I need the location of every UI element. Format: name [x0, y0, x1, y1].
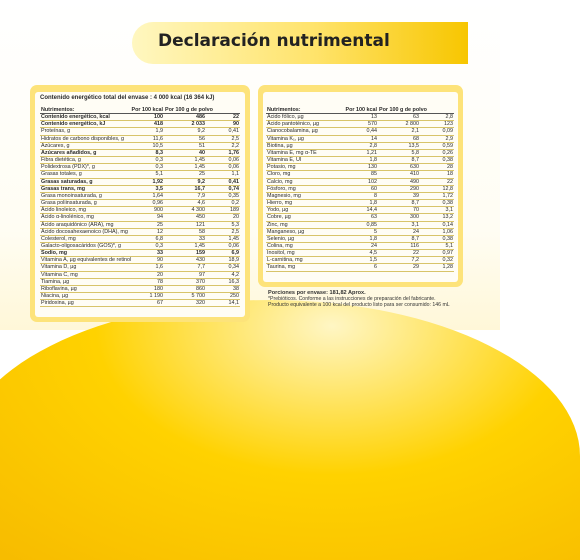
- nutrient-name-cell: Fósforo, mg: [266, 185, 344, 192]
- table-row: [266, 242, 454, 249]
- nutrient-name-cell: Ácido araquidónico (ARA), mg: [40, 221, 130, 228]
- nutrient-value-cell: 16,3: [206, 278, 240, 285]
- table-row: [40, 264, 240, 271]
- nutrient-name-cell: Ácido pantoténico, µg: [266, 121, 344, 128]
- nutrient-value-cell: 5: [344, 228, 378, 235]
- nutrient-value-cell: 24: [344, 242, 378, 249]
- nutrient-value-cell: 67: [130, 300, 164, 307]
- nutrient-value-cell: 1,8: [344, 235, 378, 242]
- nutrient-value-cell: 1,9: [130, 128, 164, 135]
- nutrient-value-cell: 0,34: [206, 264, 240, 271]
- nutrient-value-cell: 1,76: [206, 149, 240, 156]
- nutrient-value-cell: 18: [420, 171, 454, 178]
- nutrient-value-cell: 1,28: [420, 264, 454, 271]
- nutrient-value-cell: 570: [344, 121, 378, 128]
- nutrient-value-cell: 2,5: [206, 135, 240, 142]
- nutrient-value-cell: 39: [378, 192, 420, 199]
- nutrient-value-cell: 22: [420, 178, 454, 185]
- yellow-swoosh-decoration: [0, 300, 580, 560]
- nutrient-value-cell: 13: [344, 114, 378, 121]
- nutrient-value-cell: 1,45: [164, 242, 206, 249]
- nutrient-value-cell: 13,5: [378, 142, 420, 149]
- table-header-cell: Por 100 kcal: [131, 107, 163, 113]
- nutrient-name-cell: Inositol, mg: [266, 250, 344, 257]
- nutrient-name-cell: Vitamina E, UI: [266, 157, 344, 164]
- table-header-cell: Nutrimentos:: [40, 107, 130, 114]
- nutrient-value-cell: 0,2: [206, 200, 240, 207]
- nutrient-value-cell: 0,41: [206, 178, 240, 185]
- nutrient-value-cell: 8,7: [378, 200, 420, 207]
- nutrient-name-cell: Selenio, µg: [266, 235, 344, 242]
- table-row: [40, 278, 240, 285]
- nutrient-value-cell: 25: [130, 221, 164, 228]
- nutrient-value-cell: 2,1: [378, 128, 420, 135]
- nutrition-table-right: [266, 107, 454, 272]
- table-row: [40, 149, 240, 156]
- table-row: [266, 171, 454, 178]
- nutrient-value-cell: 1,1: [206, 171, 240, 178]
- nutrient-value-cell: 0,14: [420, 221, 454, 228]
- table-row: [266, 221, 454, 228]
- nutrient-name-cell: Vitamina C, mg: [40, 271, 130, 278]
- table-row: [266, 142, 454, 149]
- nutrient-value-cell: 1,5: [344, 257, 378, 264]
- nutrient-value-cell: 418: [130, 121, 164, 128]
- nutrient-value-cell: 2,8: [344, 142, 378, 149]
- nutrient-name-cell: Colesterol, mg: [40, 235, 130, 242]
- nutrient-name-cell: Polidextrosa (PDX)*, g: [40, 164, 130, 171]
- nutrient-value-cell: 33: [130, 250, 164, 257]
- table-row: [40, 142, 240, 149]
- nutrient-value-cell: 2 800: [378, 121, 420, 128]
- nutrient-value-cell: 1,64: [130, 192, 164, 199]
- nutrient-value-cell: 130: [344, 164, 378, 171]
- nutrient-value-cell: 4 300: [164, 207, 206, 214]
- table-row: [40, 157, 240, 164]
- nutrient-name-cell: Hierro, mg: [266, 200, 344, 207]
- nutrient-value-cell: 121: [164, 221, 206, 228]
- nutrient-value-cell: 1 190: [130, 293, 164, 300]
- nutrient-value-cell: 68: [378, 135, 420, 142]
- nutrient-name-cell: Hidratos de carbono disponibles, g: [40, 135, 130, 142]
- nutrient-name-cell: Ácido fólico, µg: [266, 114, 344, 121]
- nutrient-value-cell: 2,8: [420, 114, 454, 121]
- table-row: [40, 185, 240, 192]
- nutrient-value-cell: 250: [206, 293, 240, 300]
- nutrient-value-cell: 0,38: [420, 200, 454, 207]
- nutrient-value-cell: 159: [164, 250, 206, 257]
- table-row: [40, 293, 240, 300]
- nutrient-value-cell: 13,2: [420, 214, 454, 221]
- nutrient-name-cell: Zinc, mg: [266, 221, 344, 228]
- nutrient-value-cell: 33: [164, 235, 206, 242]
- nutrient-value-cell: 1,06: [420, 228, 454, 235]
- nutrient-value-cell: 7,9: [164, 192, 206, 199]
- table-row: [266, 235, 454, 242]
- table-header-cell: Por 100 g de polvo: [379, 107, 427, 113]
- table-row: [266, 114, 454, 121]
- nutrient-value-cell: 0,35: [206, 192, 240, 199]
- table-row: [266, 121, 454, 128]
- nutrient-value-cell: 0,3: [130, 157, 164, 164]
- nutrient-value-cell: 20: [206, 214, 240, 221]
- table-row: [266, 128, 454, 135]
- nutrient-name-cell: Vitamina D, µg: [40, 264, 130, 271]
- nutrient-value-cell: 1,45: [164, 157, 206, 164]
- nutrient-name-cell: Calcio, mg: [266, 178, 344, 185]
- table-row: [266, 135, 454, 142]
- table-row: [266, 257, 454, 264]
- nutrient-value-cell: 14,4: [344, 207, 378, 214]
- nutrient-value-cell: 2,9: [420, 135, 454, 142]
- nutrient-name-cell: Contenido energético, kJ: [40, 121, 130, 128]
- nutrient-value-cell: 1,72: [420, 192, 454, 199]
- nutrient-value-cell: 16,7: [164, 185, 206, 192]
- nutrient-value-cell: 56: [164, 135, 206, 142]
- nutrient-name-cell: Azúcares, g: [40, 142, 130, 149]
- nutrient-name-cell: Manganeso, µg: [266, 228, 344, 235]
- nutrient-name-cell: Tiamina, µg: [40, 278, 130, 285]
- table-row: [266, 149, 454, 156]
- nutrient-name-cell: Ácido linoleico, mg: [40, 207, 130, 214]
- nutrient-value-cell: 9,2: [164, 178, 206, 185]
- nutrient-name-cell: Grasas saturadas, g: [40, 178, 130, 185]
- nutrient-value-cell: 2,5: [206, 228, 240, 235]
- nutrient-value-cell: 4,6: [164, 200, 206, 207]
- nutrient-value-cell: 0,06: [206, 164, 240, 171]
- nutrient-value-cell: 6,8: [130, 235, 164, 242]
- nutrient-value-cell: 490: [378, 178, 420, 185]
- table-row: [40, 214, 240, 221]
- nutrient-value-cell: 0,3: [130, 242, 164, 249]
- nutrient-value-cell: 116: [378, 242, 420, 249]
- nutrient-name-cell: Galacto-oligosacáridos (GOS)*, g: [40, 242, 130, 249]
- nutrient-value-cell: 14,1: [206, 300, 240, 307]
- nutrient-name-cell: Niacina, µg: [40, 293, 130, 300]
- nutrient-value-cell: 0,97: [420, 250, 454, 257]
- table-row: [40, 200, 240, 207]
- nutrient-value-cell: 4,5: [344, 250, 378, 257]
- nutrient-value-cell: 6: [344, 264, 378, 271]
- nutrient-value-cell: 1,8: [344, 200, 378, 207]
- table-row: [40, 242, 240, 249]
- nutrient-value-cell: 486: [164, 114, 206, 121]
- table-row: [266, 164, 454, 171]
- nutrient-value-cell: 22: [378, 250, 420, 257]
- nutrient-value-cell: 8,3: [130, 149, 164, 156]
- table-header-cell: Nutrimentos:: [266, 107, 344, 114]
- table-row: [266, 185, 454, 192]
- nutrient-value-cell: 14: [344, 135, 378, 142]
- nutrient-value-cell: 63: [378, 114, 420, 121]
- nutrient-value-cell: 3,1: [420, 207, 454, 214]
- nutrient-name-cell: Potasio, mg: [266, 164, 344, 171]
- nutrient-value-cell: 90: [206, 121, 240, 128]
- table-row: [40, 257, 240, 264]
- nutrient-value-cell: 3,5: [130, 185, 164, 192]
- nutrient-name-cell: Vitamina A, µg equivalentes de retinol: [41, 257, 132, 264]
- nutrient-value-cell: 0,96: [130, 200, 164, 207]
- nutrient-value-cell: 0,38: [420, 235, 454, 242]
- nutrient-value-cell: 1,6: [130, 264, 164, 271]
- nutrient-name-cell: Grasas totales, g: [40, 171, 130, 178]
- nutrient-value-cell: 1,92: [130, 178, 164, 185]
- nutrient-name-cell: Contenido energético, kcal: [40, 114, 130, 121]
- table-header-row: [40, 107, 240, 114]
- nutrient-value-cell: 63: [344, 214, 378, 221]
- table-row: [40, 207, 240, 214]
- nutrient-value-cell: 2 033: [164, 121, 206, 128]
- nutrient-name-cell: Grasas trans, mg: [40, 185, 130, 192]
- nutrient-value-cell: 0,59: [420, 142, 454, 149]
- nutrient-value-cell: 7,7: [164, 264, 206, 271]
- table-row: [40, 171, 240, 178]
- nutrient-value-cell: 94: [130, 214, 164, 221]
- nutrient-value-cell: 180: [130, 285, 164, 292]
- nutrient-value-cell: 4,2: [206, 271, 240, 278]
- nutrient-name-cell: Taurina, mg: [266, 264, 344, 271]
- nutrient-value-cell: 5,1: [130, 171, 164, 178]
- nutrient-name-cell: Piridoxina, µg: [40, 300, 130, 307]
- nutrient-value-cell: 300: [378, 214, 420, 221]
- table-row: [266, 250, 454, 257]
- nutrient-value-cell: 20: [130, 271, 164, 278]
- nutrient-value-cell: 12: [130, 228, 164, 235]
- nutrient-value-cell: 630: [378, 164, 420, 171]
- nutrient-value-cell: 18,9: [206, 257, 240, 264]
- energy-total-text: Contenido energético total del envase : 4 000 kcal (16 364 kJ): [40, 95, 215, 101]
- nutrient-name-cell: Ácido docosahexaenoico (DHA), mg: [40, 228, 130, 235]
- nutrient-value-cell: 60: [344, 185, 378, 192]
- nutrient-name-cell: Sodio, mg: [40, 250, 130, 257]
- table-row: [266, 228, 454, 235]
- nutrient-name-cell: Yodo, µg: [266, 207, 344, 214]
- nutrient-value-cell: 5,1: [420, 242, 454, 249]
- nutrient-value-cell: 450: [164, 214, 206, 221]
- nutrient-name-cell: Grasa poliinsaturada, g: [40, 200, 130, 207]
- nutrient-name-cell: Vitamina K₁, µg: [266, 135, 344, 142]
- nutrient-value-cell: 10,5: [130, 142, 164, 149]
- product-note: Producto equivalente a 100 kcal del producto listo para ser consumido: 146 mL: [268, 302, 450, 309]
- table-row: [40, 164, 240, 171]
- nutrient-name-cell: Cobre, µg: [266, 214, 344, 221]
- nutrient-value-cell: 0,06: [206, 157, 240, 164]
- nutrient-value-cell: 410: [378, 171, 420, 178]
- footnotes: [268, 290, 450, 309]
- nutrient-value-cell: 1,45: [206, 235, 240, 242]
- nutrient-value-cell: 320: [164, 300, 206, 307]
- nutrient-value-cell: 290: [378, 185, 420, 192]
- nutrient-name-cell: Magnesio, mg: [266, 192, 344, 199]
- nutrient-name-cell: Ácido α-linolénico, mg: [40, 214, 130, 221]
- nutrient-value-cell: 9,2: [164, 128, 206, 135]
- nutrient-value-cell: 29: [378, 264, 420, 271]
- nutrient-value-cell: 0,38: [420, 157, 454, 164]
- nutrient-value-cell: 0,44: [344, 128, 378, 135]
- nutrient-value-cell: 58: [164, 228, 206, 235]
- table-header-cell: Por 100 kcal: [345, 107, 377, 113]
- table-row: [40, 285, 240, 292]
- nutrient-value-cell: 189: [206, 207, 240, 214]
- nutrient-name-cell: Grasa monoinsaturada, g: [40, 192, 130, 199]
- nutrient-value-cell: 1,8: [344, 157, 378, 164]
- nutrient-name-cell: Fibra dietética, g: [40, 157, 130, 164]
- nutrition-table-left: [40, 107, 240, 307]
- nutrient-value-cell: 3,1: [378, 221, 420, 228]
- nutrient-value-cell: 0,3: [130, 164, 164, 171]
- nutrient-value-cell: 25: [164, 171, 206, 178]
- table-row: [266, 207, 454, 214]
- nutrient-value-cell: 5,8: [378, 149, 420, 156]
- portions-text: Porciones por envase: 181,82 Aprox.: [268, 290, 366, 296]
- table-row: [40, 228, 240, 235]
- table-row: [40, 271, 240, 278]
- nutrient-name-cell: Biotina, µg: [266, 142, 344, 149]
- nutrient-value-cell: 2,2: [206, 142, 240, 149]
- nutrient-value-cell: 5,3: [206, 221, 240, 228]
- table-header-cell: Por 100 g de polvo: [165, 107, 213, 113]
- nutrient-value-cell: 860: [164, 285, 206, 292]
- nutrient-value-cell: 0,74: [206, 185, 240, 192]
- table-row: [40, 221, 240, 228]
- table-row: [40, 235, 240, 242]
- nutrient-value-cell: 90: [130, 257, 164, 264]
- nutrient-value-cell: 900: [130, 207, 164, 214]
- nutrient-name-cell: Azúcares añadidos, g: [40, 149, 130, 156]
- nutrient-name-cell: L-carnitina, mg: [266, 257, 344, 264]
- table-row: [40, 178, 240, 185]
- table-row: [40, 300, 240, 307]
- nutrient-name-cell: Cianocobalamina, µg: [266, 128, 344, 135]
- nutrient-value-cell: 0,09: [420, 128, 454, 135]
- nutrient-value-cell: 70: [378, 207, 420, 214]
- nutrient-value-cell: 0,26: [420, 149, 454, 156]
- nutrient-value-cell: 100: [130, 114, 164, 121]
- prebiotics-note: *Prebióticos. Conforme a las instrucciones de preparación del fabricante.: [268, 296, 436, 303]
- nutrient-name-cell: Colina, mg: [266, 242, 344, 249]
- table-row: [266, 157, 454, 164]
- nutrient-value-cell: 8: [344, 192, 378, 199]
- nutrient-name-cell: Cloro, mg: [266, 171, 344, 178]
- table-row: [266, 264, 454, 271]
- nutrient-value-cell: 11,6: [130, 135, 164, 142]
- table-row: [40, 128, 240, 135]
- nutrient-value-cell: 22: [206, 114, 240, 121]
- nutrient-name-cell: Riboflavina, µg: [40, 285, 130, 292]
- nutrient-name-cell: Vitamina E, mg α-TE: [266, 149, 344, 156]
- nutrient-value-cell: 38: [206, 285, 240, 292]
- nutrient-value-cell: 1,21: [344, 149, 378, 156]
- nutrient-value-cell: 123: [420, 121, 454, 128]
- table-row: [40, 114, 240, 121]
- table-row: [266, 178, 454, 185]
- nutrient-value-cell: 0,41: [206, 128, 240, 135]
- nutrient-value-cell: 28: [420, 164, 454, 171]
- nutrient-value-cell: 78: [130, 278, 164, 285]
- nutrient-value-cell: 102: [344, 178, 378, 185]
- nutrient-value-cell: 0,85: [344, 221, 378, 228]
- nutrient-value-cell: 430: [164, 257, 206, 264]
- table-row: [40, 250, 240, 257]
- nutrient-value-cell: 6,9: [206, 250, 240, 257]
- table-row: [266, 214, 454, 221]
- table-header-row: [266, 107, 454, 114]
- nutrient-value-cell: 5 700: [164, 293, 206, 300]
- nutrient-value-cell: 40: [164, 149, 206, 156]
- nutrient-value-cell: 12,8: [420, 185, 454, 192]
- nutrient-value-cell: 85: [344, 171, 378, 178]
- nutrient-value-cell: 24: [378, 228, 420, 235]
- page-title: Declaración nutrimental: [158, 31, 390, 51]
- table-row: [266, 192, 454, 199]
- nutrient-value-cell: 97: [164, 271, 206, 278]
- nutrient-value-cell: 8,7: [378, 235, 420, 242]
- nutrient-value-cell: 0,32: [420, 257, 454, 264]
- table-row: [40, 121, 240, 128]
- nutrient-name-cell: Proteínas, g: [40, 128, 130, 135]
- nutrient-value-cell: 7,2: [378, 257, 420, 264]
- nutrient-value-cell: 51: [164, 142, 206, 149]
- table-row: [266, 200, 454, 207]
- table-row: [40, 135, 240, 142]
- nutrient-value-cell: 8,7: [378, 157, 420, 164]
- nutrient-value-cell: 1,45: [164, 164, 206, 171]
- table-row: [40, 192, 240, 199]
- nutrient-value-cell: 0,06: [206, 242, 240, 249]
- nutrient-value-cell: 370: [164, 278, 206, 285]
